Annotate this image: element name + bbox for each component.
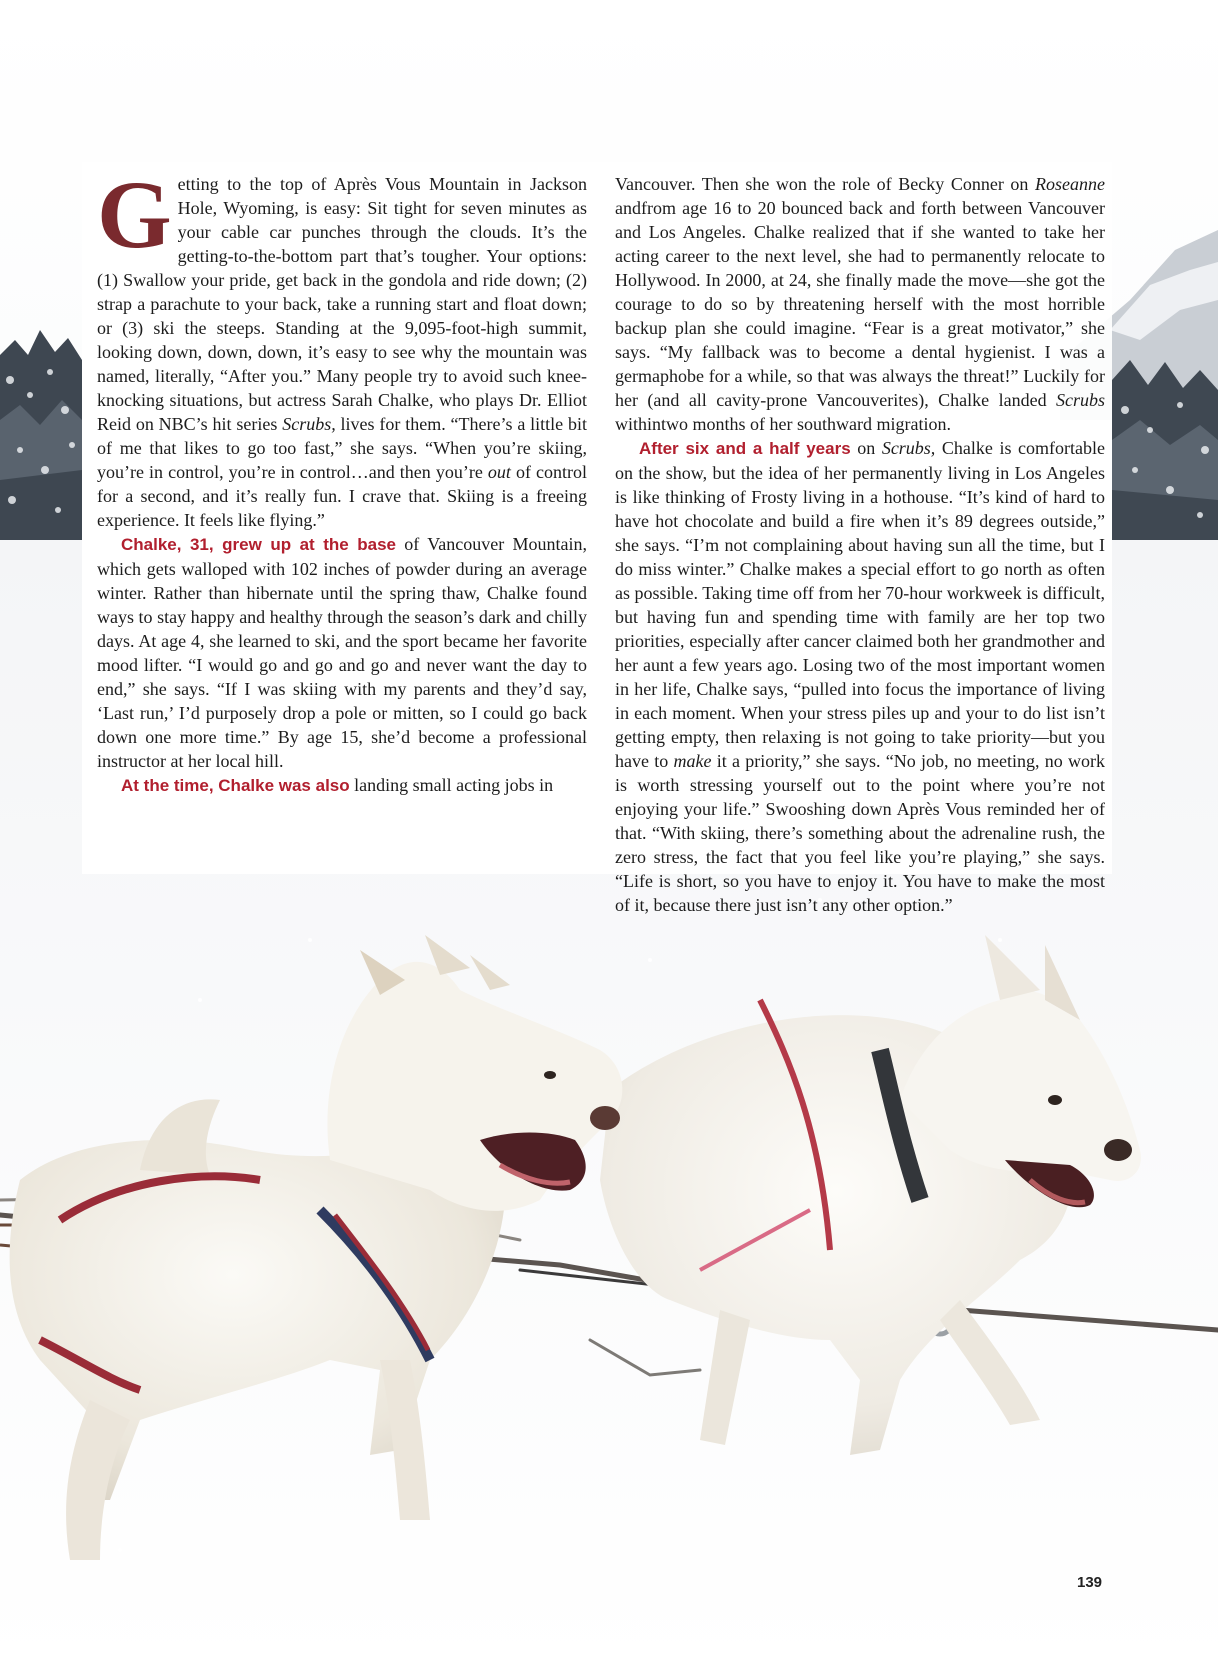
paragraph-acting: At the time, Chalke was also landing small acting jobs in	[121, 775, 554, 795]
paragraph-lead-in: After six and a half years	[639, 439, 851, 458]
paragraph-lead-in: Chalke, 31, grew up at the base	[121, 535, 396, 554]
article-column-left	[97, 161, 587, 798]
page-number: 139	[1077, 1574, 1103, 1591]
paragraph-la-life: After six and a half years on Scrubs, Chalke is comfortable on the show, but the idea of her permanently living in Los Angeles is like thinking of Frosty living in a hothouse. “It’s kind of hard to have hot chocolate and build a fire when it’s 89 degrees outside,” she says. “I’m not complaining about having sun all the time, but I do miss winter.” Chalke makes a special effort to go north as often as possible. Taking time off from her 70-hour workweek is difficult, but having fun and spending time with family are her top two priorities, especially after cancer claimed both her grandmother and her aunt a few years ago. Losing two of the most important women in her life, Chalke says, “pulled into focus the importance of living in each moment. When your stress piles up and your to do list isn’t getting empty, then relaxing is not going to take priority—but you have to make it a priority,” she says. “No job, no meeting, no work is worth stressing yourself out to the point where you’re not enjoying your life.” Swooshing down Après Vous reminded her of that. “With skiing, there’s something about the adrenaline rush, the zero stress, the fact that you feel like you’re playing,” she says. “Life is short, so you have to enjoy it. You have to make the most of it, because there just isn’t any other option.”	[615, 438, 1105, 915]
paragraph-intro: Getting to the top of Après Vous Mountain in Jackson Hole, Wyoming, is easy: Sit tight for seven minutes as your cable car punches through the clouds. It’s the getting-to-the-bottom part that’s tougher. Your options: (1) Swallow your pride, get back in the gondola and ride down; (2) strap a parachute to your back, take a running start and float down; or (3) ski the steeps. Standing at the 9,095-foot-high summit, looking down, down, down, it’s easy to see why the mountain was named, literally, “After you.” Many people try to avoid such knee-knocking situations, but actress Sarah Chalke, who plays Dr. Elliot Reid on NBC’s hit series Scrubs, lives for them. “There’s a little bit of me that likes to go too fast,” she says. “When you’re skiing, you’re in control, you’re in control…and then you’re out of control for a second, and it’s really fun. I crave that. Skiing is a freeing experience. It feels like flying.”	[97, 161, 587, 530]
paragraph-lead-in: At the time, Chalke was also	[121, 776, 350, 795]
article-column-right	[615, 172, 1105, 917]
paragraph-childhood: Chalke, 31, grew up at the base of Vancouver Mountain, which gets walloped with 102 inches of powder during an average winter. Rather than hibernate until the spring thaw, Chalke found ways to stay happy and healthy through the season’s dark and chilly days. At age 4, she learned to ski, and the sport became her favorite mood lifter. “I would go and go and go and never want the day to end,” she says. “If I was skiing with my parents and they’d say, ‘Last run,’ I’d purposely drop a pole or mitten, so I could go back down one more time.” By age 15, she’d become a professional instructor at her local hill.	[97, 534, 587, 771]
paragraph-acting-continued: Vancouver. Then she won the role of Becky Conner on Roseanne andfrom age 16 to 20 bounced back and forth between Vancouver and Los Angeles. Chalke realized that if she wanted to take her acting career to the next level, she had to permanently relocate to Hollywood. In 2000, at 24, she finally made the move—she got the courage to do so by threatening herself with the most horrible backup plan she could imagine. “Fear is a great motivator,” she says. “My fallback was to become a dental hygienist. I was a germaphobe for a while, so that was always the threat!” Luckily for her (and all cavity-prone Vancouverites), Chalke landed Scrubs withintwo months of her southward migration.	[615, 174, 1105, 434]
forest-left	[0, 330, 82, 560]
forest-right	[1112, 360, 1218, 560]
drop-cap: G	[97, 161, 172, 268]
